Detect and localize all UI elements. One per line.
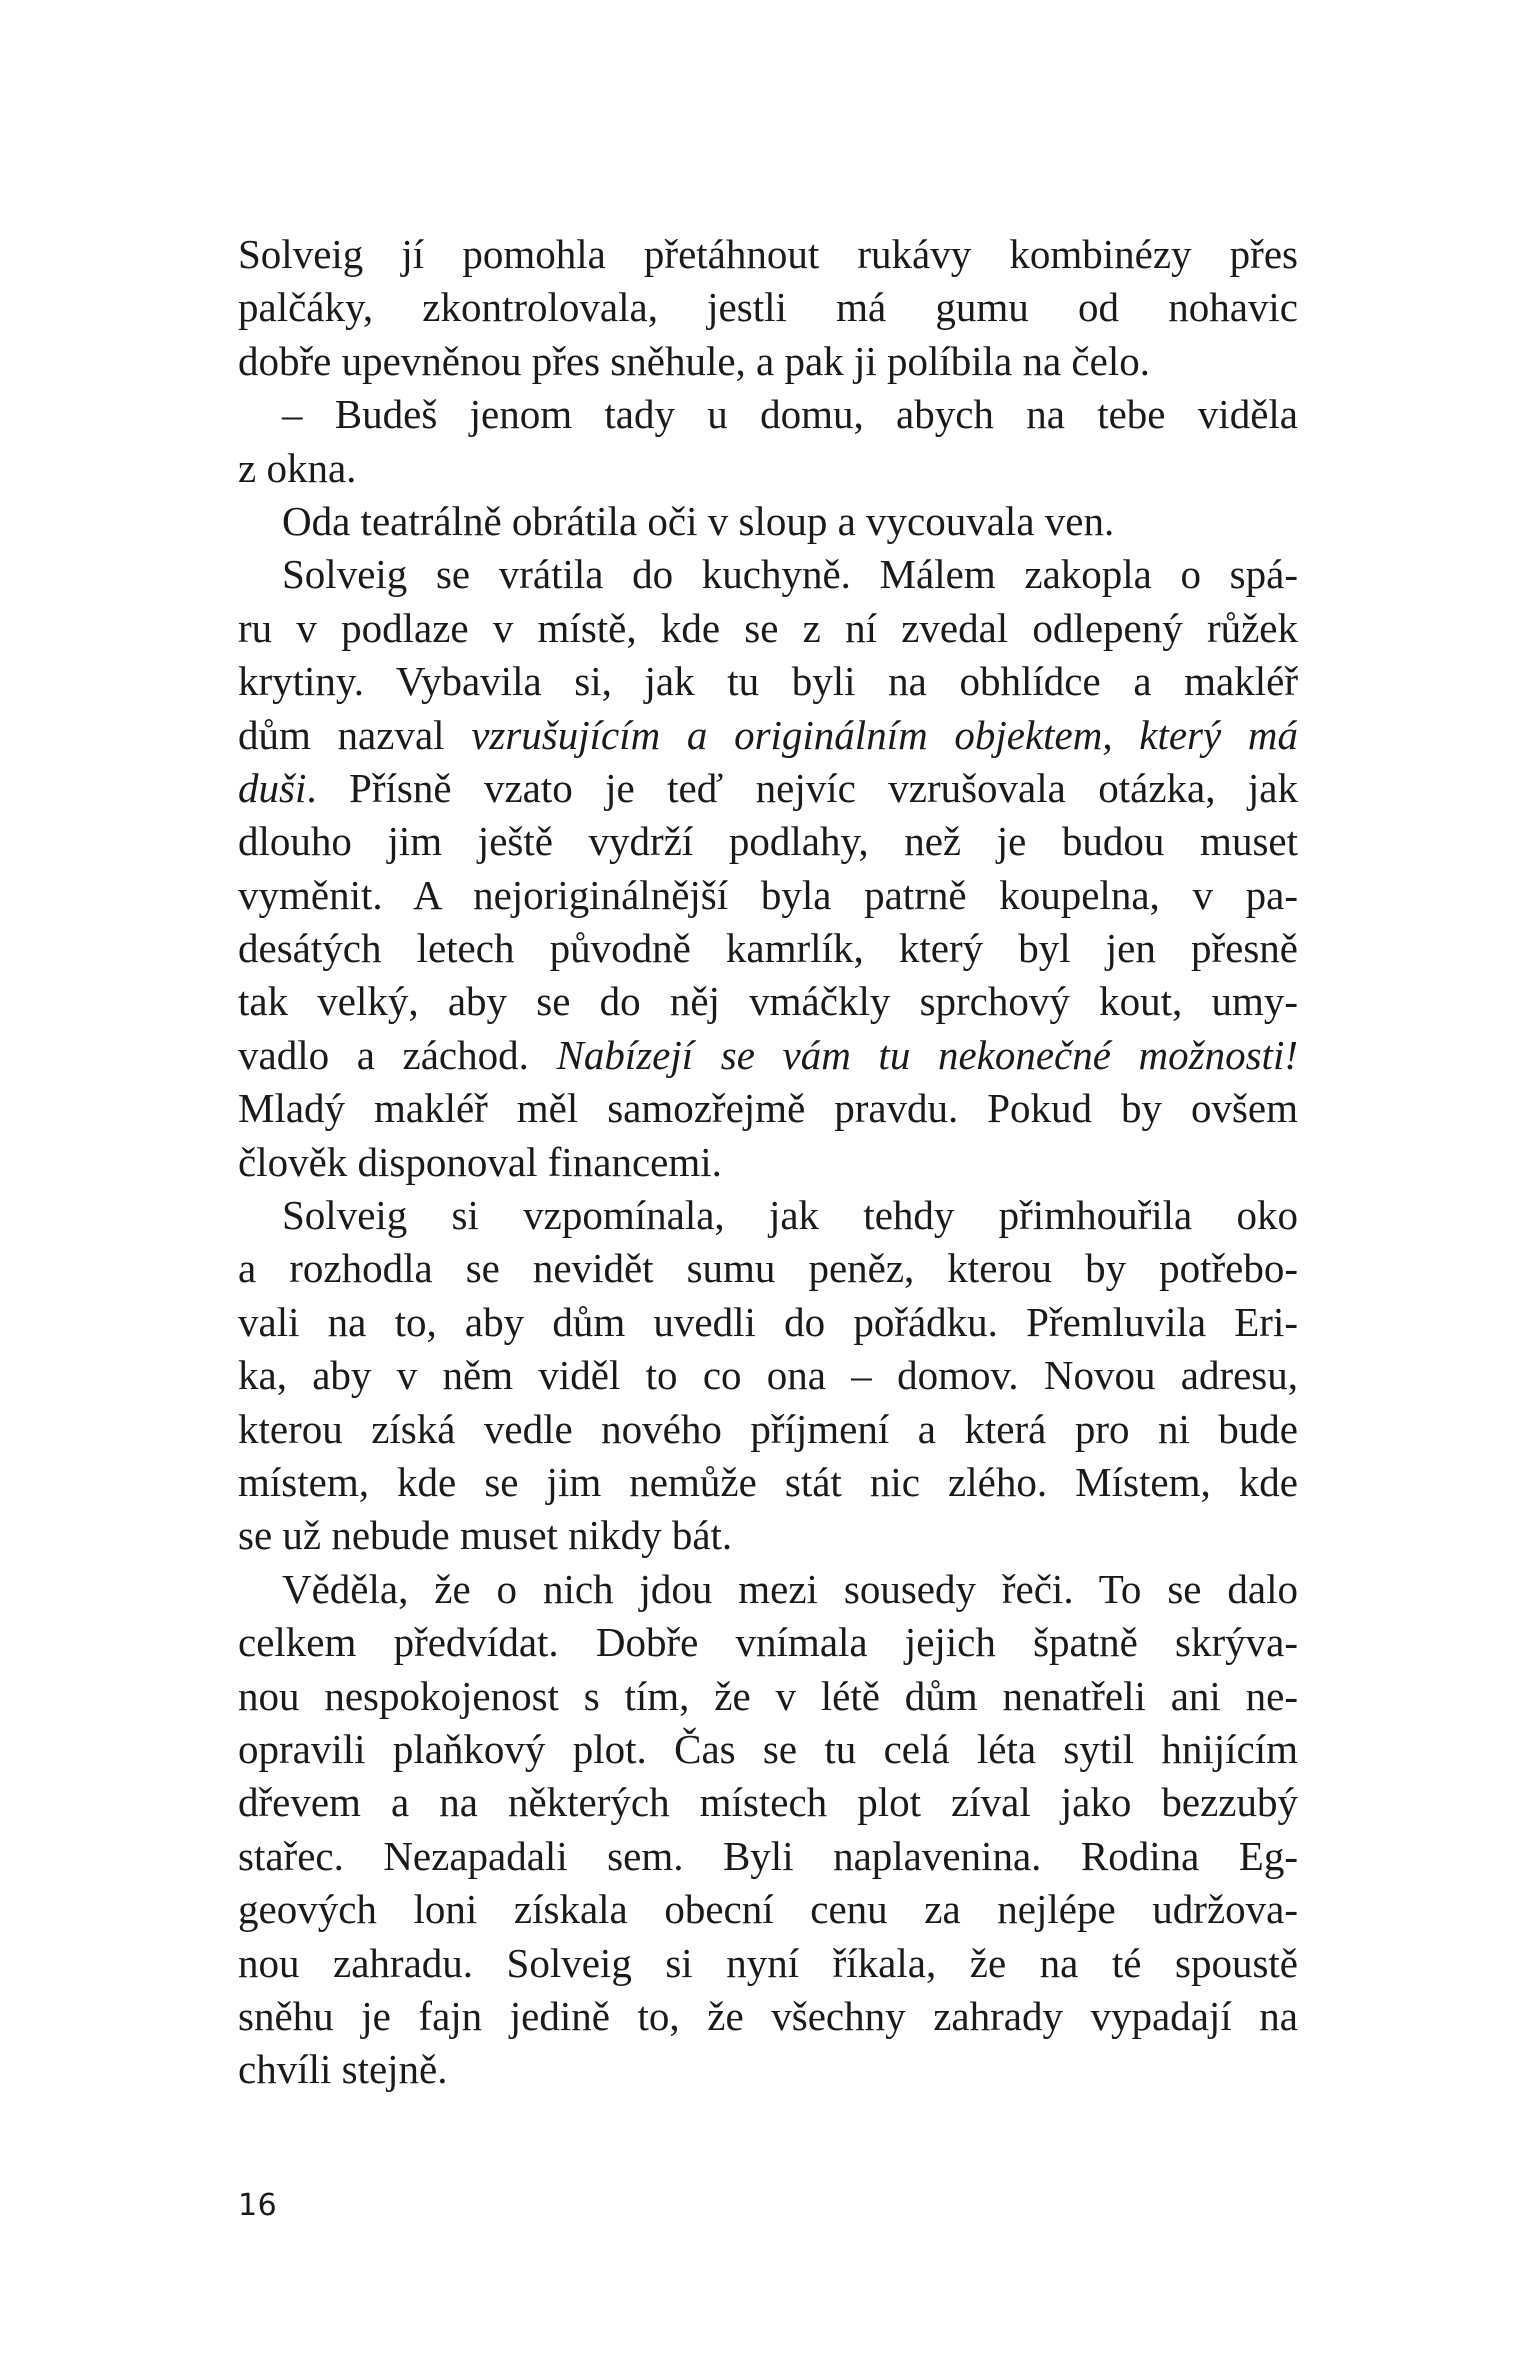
text-segment: stařec. Nezapadali sem. Byli naplavenina. Rodina Eg- bbox=[238, 1832, 1298, 1879]
text-line bbox=[238, 709, 1298, 762]
text-line bbox=[238, 762, 1298, 815]
text-segment: ru v podlaze v místě, kde se z ní zvedal odlepený růžek bbox=[238, 604, 1298, 651]
text-segment: desátých letech původně kamrlík, který byl jen přesně bbox=[238, 925, 1298, 972]
text-segment: Oda teatrálně obrátila oči v sloup a vycouvala ven. bbox=[282, 497, 1115, 544]
text-line bbox=[238, 1029, 1298, 1082]
text-line bbox=[238, 1883, 1298, 1936]
text-line bbox=[238, 1082, 1298, 1135]
text-line bbox=[238, 1937, 1298, 1990]
text-segment: Mladý makléř měl samozřejmě pravdu. Pokud by ovšem bbox=[238, 1085, 1298, 1132]
text-line bbox=[238, 281, 1298, 334]
text-segment: vali na to, aby dům uvedli do pořádku. Přemluvila Eri- bbox=[238, 1298, 1298, 1345]
italic-text: Nabízejí se vám tu nekonečné možnosti! bbox=[556, 1031, 1298, 1078]
text-segment: sněhu je fajn jedině to, že všechny zahrady vypadají na bbox=[238, 1992, 1298, 2039]
text-line bbox=[238, 1990, 1298, 2043]
text-segment: vadlo a záchod. bbox=[238, 1031, 557, 1078]
text-segment: palčáky, zkontrolovala, jestli má gumu od nohavic bbox=[238, 284, 1298, 331]
text-segment: celkem předvídat. Dobře vnímala jejich špatně skrýva- bbox=[238, 1619, 1298, 1666]
text-segment: člověk disponoval financemi. bbox=[238, 1138, 722, 1185]
text-line bbox=[238, 1616, 1298, 1669]
text-segment: chvíli stejně. bbox=[238, 2046, 448, 2093]
italic-text: vzrušujícím a originálním objektem, který má bbox=[471, 711, 1298, 758]
text-segment: nou zahradu. Solveig si nyní říkala, že na té spoustě bbox=[238, 1939, 1298, 1986]
text-line bbox=[238, 1242, 1298, 1295]
text-line bbox=[238, 228, 1298, 281]
text-line bbox=[238, 1830, 1298, 1883]
text-line bbox=[238, 1670, 1298, 1723]
text-segment: dřevem a na některých místech plot zíval jako bezzubý bbox=[238, 1779, 1298, 1826]
text-line bbox=[238, 602, 1298, 655]
text-segment: – Budeš jenom tady u domu, abych na tebe viděla bbox=[282, 391, 1298, 438]
text-segment: Věděla, že o nich jdou mezi sousedy řeči. To se dalo bbox=[282, 1565, 1298, 1612]
text-line bbox=[238, 869, 1298, 922]
text-line bbox=[238, 1509, 1298, 1562]
text-line bbox=[238, 1136, 1298, 1189]
text-segment: tak velký, aby se do něj vmáčkly sprchový kout, umy- bbox=[238, 978, 1298, 1025]
text-line bbox=[238, 388, 1298, 441]
text-line bbox=[238, 1349, 1298, 1402]
text-segment: z okna. bbox=[238, 444, 357, 491]
text-segment: dům nazval bbox=[238, 711, 472, 758]
text-segment: se už nebude muset nikdy bát. bbox=[238, 1512, 733, 1559]
page-number: 16 bbox=[238, 2188, 278, 2223]
text-segment: Solveig se vrátila do kuchyně. Málem zakopla o spá- bbox=[282, 551, 1298, 598]
body-text bbox=[238, 228, 1298, 2097]
text-segment: kterou získá vedle nového příjmení a která pro ni bude bbox=[238, 1405, 1298, 1452]
text-line bbox=[238, 975, 1298, 1028]
text-segment: . Přísně vzato je teď nejvíc vzrušovala otázka, jak bbox=[306, 764, 1298, 811]
text-segment: geových loni získala obecní cenu za nejlépe udržova- bbox=[238, 1886, 1298, 1933]
text-segment: místem, kde se jim nemůže stát nic zlého. Místem, kde bbox=[238, 1458, 1298, 1505]
text-line bbox=[238, 655, 1298, 708]
text-line bbox=[238, 1776, 1298, 1829]
text-segment: dobře upevněnou přes sněhule, a pak ji políbila na čelo. bbox=[238, 337, 1150, 384]
text-segment: vyměnit. A nejoriginálnější byla patrně koupelna, v pa- bbox=[238, 871, 1298, 918]
text-segment: krytiny. Vybavila si, jak tu byli na obhlídce a makléř bbox=[238, 658, 1298, 705]
italic-text: duši bbox=[238, 764, 307, 811]
text-line bbox=[238, 1563, 1298, 1616]
text-line bbox=[238, 335, 1298, 388]
text-line bbox=[238, 495, 1298, 548]
text-line bbox=[238, 1723, 1298, 1776]
text-segment: Solveig jí pomohla přetáhnout rukávy kombinézy přes bbox=[238, 231, 1298, 277]
text-line bbox=[238, 1296, 1298, 1349]
text-segment: a rozhodla se nevidět sumu peněz, kterou by potřebo- bbox=[238, 1245, 1298, 1292]
text-segment: nou nespokojenost s tím, že v létě dům nenatřeli ani ne- bbox=[238, 1672, 1298, 1719]
text-line bbox=[238, 442, 1298, 495]
text-line bbox=[238, 548, 1298, 601]
text-segment: ka, aby v něm viděl to co ona – domov. Novou adresu, bbox=[238, 1352, 1298, 1399]
text-line bbox=[238, 1403, 1298, 1456]
text-line bbox=[238, 815, 1298, 868]
text-segment: opravili plaňkový plot. Čas se tu celá léta sytil hnijícím bbox=[238, 1725, 1298, 1772]
text-segment: dlouho jim ještě vydrží podlahy, než je budou muset bbox=[238, 818, 1298, 865]
text-line bbox=[238, 922, 1298, 975]
text-segment: Solveig si vzpomínala, jak tehdy přimhouřila oko bbox=[282, 1192, 1298, 1239]
text-line bbox=[238, 2043, 1298, 2096]
text-line bbox=[238, 1189, 1298, 1242]
text-line bbox=[238, 1456, 1298, 1509]
